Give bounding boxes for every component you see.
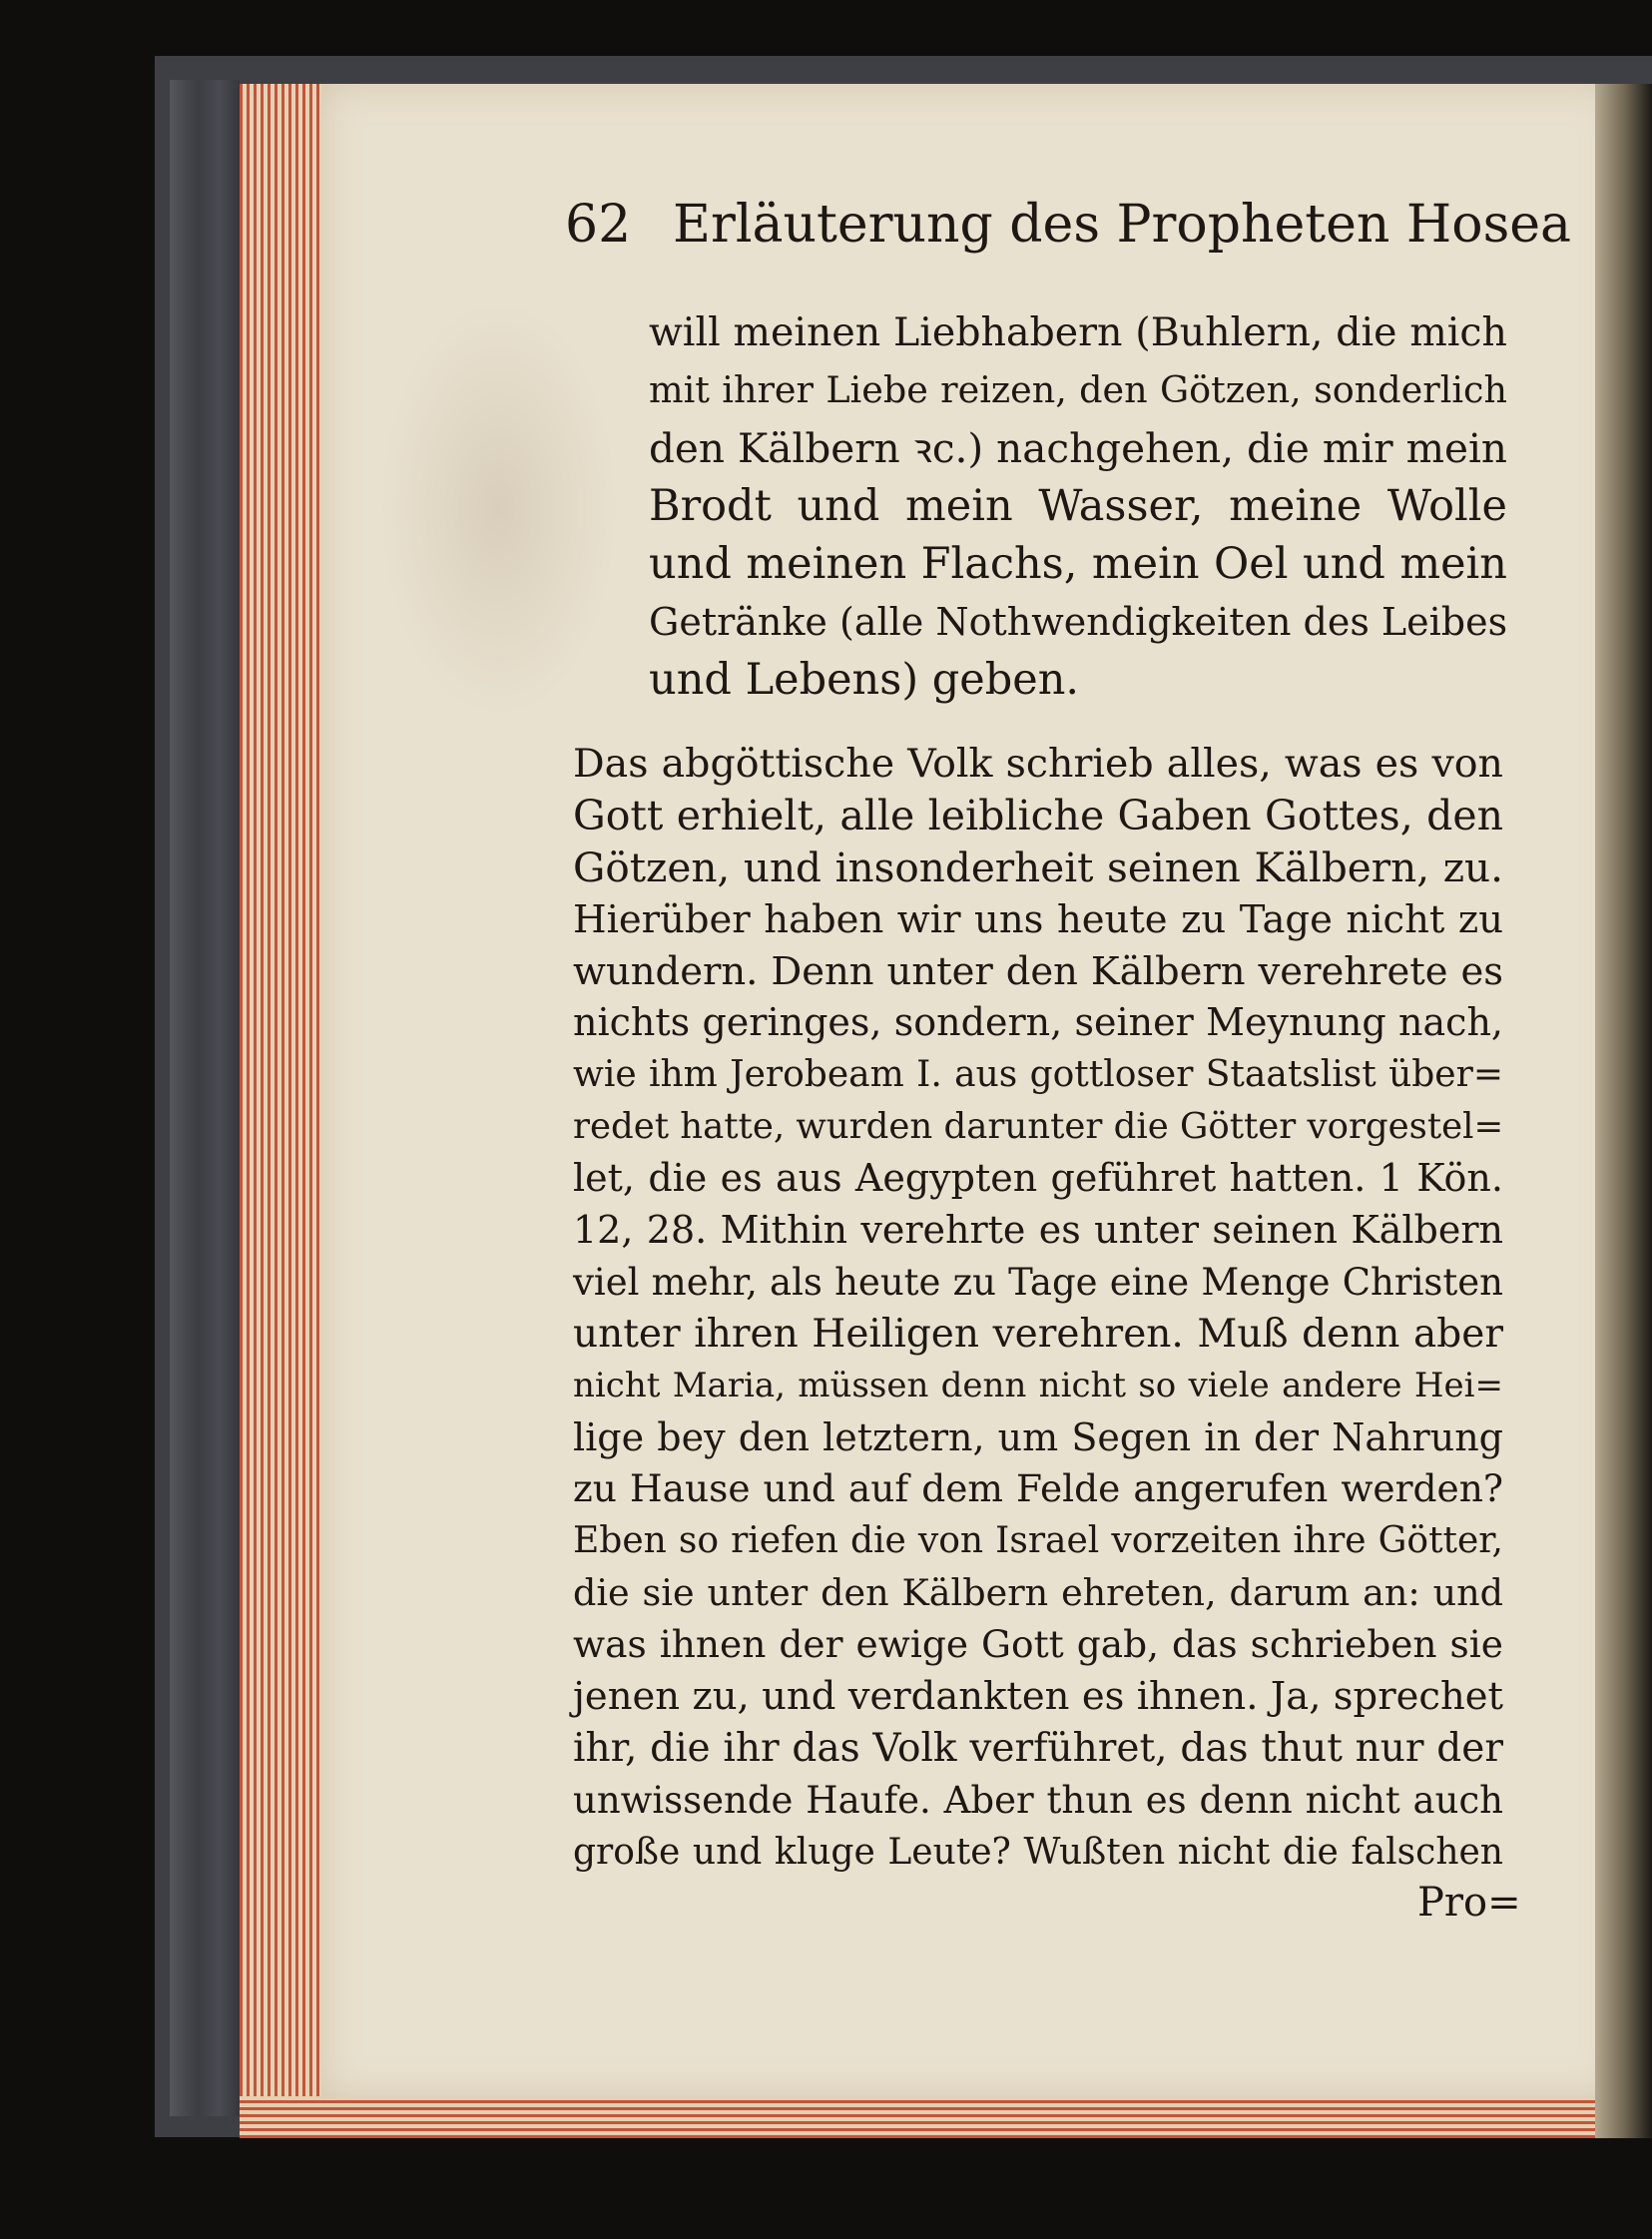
- page-number: 62: [565, 195, 632, 255]
- body-line: wundern. Denn unter den Kälbern verehrete es: [573, 948, 1503, 994]
- body-line: zu Hause und auf dem Felde angerufen werden?: [573, 1466, 1503, 1511]
- body-line: 12, 28. Mithin verehrte es unter seinen Kälbern: [573, 1208, 1503, 1253]
- body-line: wie ihm Jerobeam I. aus gottloser Staatslist über=: [573, 1054, 1503, 1096]
- body-line: ihr, die ihr das Volk verführet, das thut nur der: [573, 1725, 1503, 1771]
- body-line: unter ihren Heiligen verehren. Muß denn aber: [573, 1311, 1503, 1357]
- body-line: let, die es aus Aegypten geführet hatten. 1 Kön.: [573, 1156, 1503, 1201]
- quote-line: und Lebens) geben.: [649, 655, 1080, 705]
- body-line: was ihnen der ewige Gott gab, das schrieben sie: [573, 1622, 1503, 1667]
- body-line: lige bey den letztern, um Segen in der Nahrung: [573, 1414, 1503, 1459]
- page-stack-edges: [240, 84, 327, 2136]
- quote-line: den Kälbern ꝛc.) nachgehen, die mir mein: [649, 424, 1507, 472]
- quote-line: Getränke (alle Nothwendigkeiten des Leibes: [649, 600, 1508, 644]
- body-line: nicht Maria, müssen denn nicht so viele andere Hei=: [573, 1365, 1503, 1405]
- body-line: jenen zu, und verdankten es ihnen. Ja, sprechet: [573, 1674, 1503, 1720]
- body-line: unwissende Haufe. Aber thun es denn nicht auch: [573, 1778, 1503, 1822]
- quote-line: Brodt und mein Wasser, meine Wolle: [649, 481, 1507, 531]
- ink-bleed-through: [379, 299, 619, 719]
- commentary-paragraph: [573, 739, 1503, 1879]
- catchword: Pro=: [1417, 1880, 1521, 1926]
- book-gutter-shadow: [1595, 84, 1652, 2138]
- body-line: Das abgöttische Volk schrieb alles, was es von: [573, 741, 1503, 787]
- body-line: redet hatte, wurden darunter die Götter vorgestel=: [573, 1106, 1504, 1148]
- cover-spine-edge: [170, 80, 240, 2116]
- body-line: viel mehr, als heute zu Tage eine Menge Christen: [573, 1260, 1503, 1304]
- body-line: Gott erhielt, alle leibliche Gaben Gottes, den: [573, 791, 1503, 840]
- running-head-title: Erläuterung des Propheten Hosea: [673, 195, 1572, 255]
- body-line: Hierüber haben wir uns heute zu Tage nicht zu: [573, 896, 1503, 942]
- page-stack-bottom-edges: [240, 2096, 1617, 2138]
- body-line: nichts geringes, sondern, seiner Meynung nach,: [573, 1000, 1503, 1045]
- body-line: Götzen, und insonderheit seinen Kälbern, zu.: [573, 842, 1503, 891]
- quote-line: und meinen Flachs, mein Oel und mein: [649, 539, 1507, 589]
- body-line: die sie unter den Kälbern ehreten, darum an: und: [573, 1571, 1503, 1615]
- quote-line: will meinen Liebhabern (Buhlern, die mich: [649, 309, 1507, 355]
- body-line: große und kluge Leute? Wußten nicht die falschen: [573, 1831, 1503, 1873]
- scripture-quote: [649, 303, 1507, 709]
- body-line: Eben so riefen die von Israel vorzeiten ihre Götter,: [573, 1520, 1503, 1562]
- quote-line: mit ihrer Liebe reizen, den Götzen, sonderlich: [649, 368, 1507, 411]
